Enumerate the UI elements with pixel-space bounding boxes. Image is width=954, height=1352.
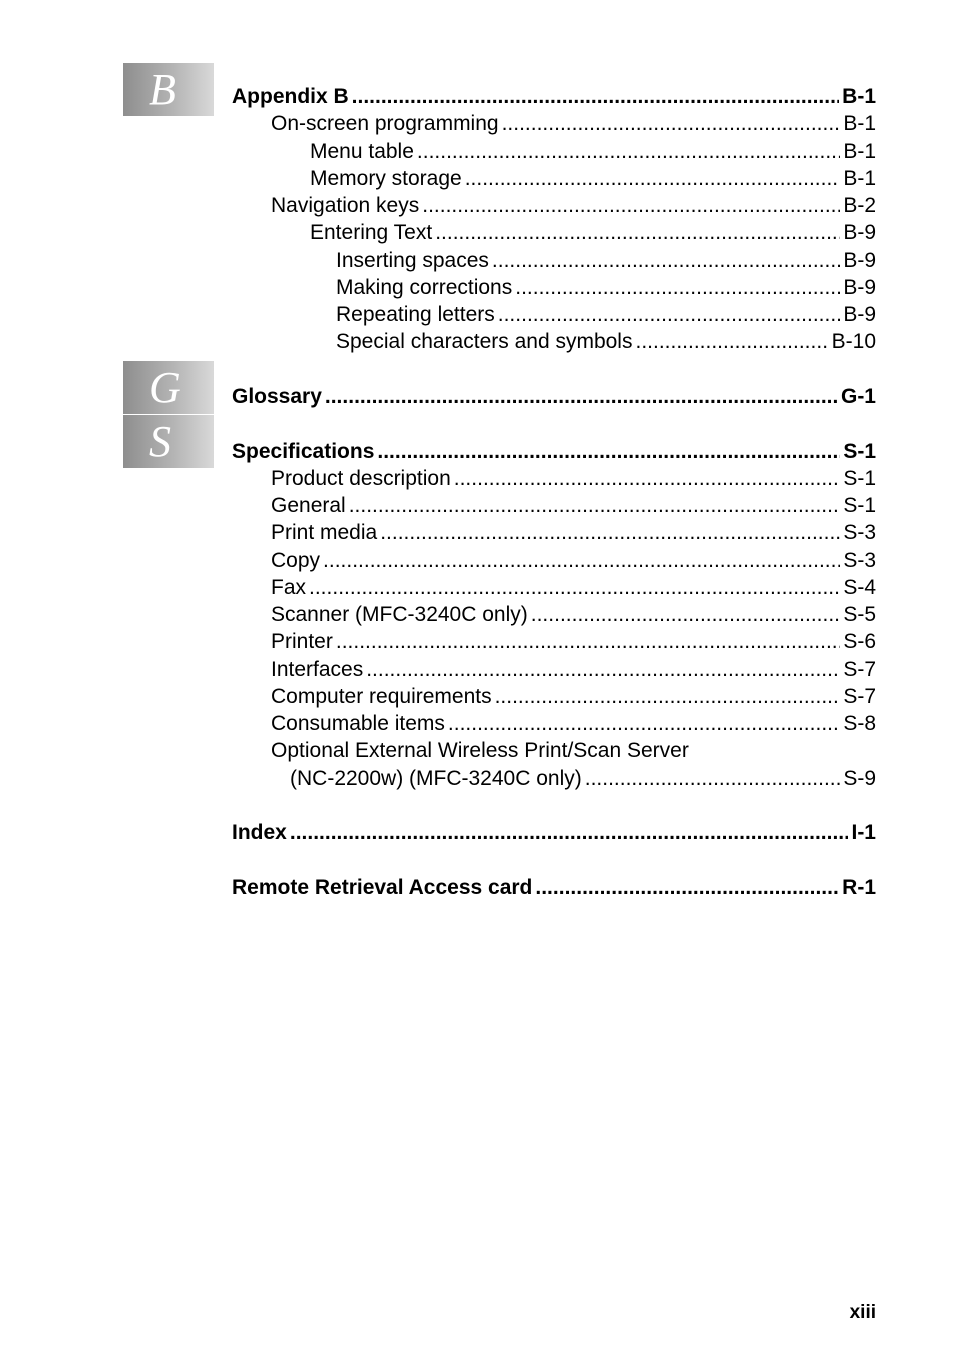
- toc-entry-page: B-1: [843, 112, 876, 135]
- toc-entry-page: B-9: [843, 221, 876, 244]
- dot-leader: [585, 765, 841, 792]
- toc-entry-page: B-9: [843, 276, 876, 299]
- toc-entry-page: S-8: [843, 712, 876, 735]
- toc-entry-title: Consumable items: [271, 712, 445, 735]
- dot-leader: [377, 438, 840, 465]
- toc-entry-page: S-6: [843, 630, 876, 653]
- toc-entry-entering-text[interactable]: [310, 219, 876, 246]
- section-tab-g: G: [123, 361, 214, 414]
- toc-entry-title: Interfaces: [271, 658, 364, 681]
- toc-entry-title: Scanner (MFC-3240C only): [271, 603, 528, 626]
- toc-entry-page: S-1: [843, 494, 876, 517]
- dot-leader: [454, 465, 841, 492]
- toc-entry-title: Printer: [271, 630, 333, 653]
- toc-entry-title: Making corrections: [336, 276, 513, 299]
- toc-entry-page: B-1: [842, 85, 876, 108]
- toc-entry-title: General: [271, 494, 346, 517]
- toc-entry-page: B-1: [843, 140, 876, 163]
- toc-entry-title: Navigation keys: [271, 194, 420, 217]
- dot-leader: [495, 683, 841, 710]
- toc-entry-page: I-1: [851, 821, 876, 844]
- toc-entry-printer[interactable]: [271, 628, 876, 655]
- toc-entry-page: B-10: [831, 330, 876, 353]
- toc-entry-copy[interactable]: [271, 547, 876, 574]
- dot-leader: [422, 192, 840, 219]
- toc-entry-page: B-9: [843, 303, 876, 326]
- dot-leader: [535, 874, 839, 901]
- toc-entry-interfaces[interactable]: [271, 656, 876, 683]
- toc-entry-onscreen-programming[interactable]: [271, 110, 876, 137]
- dot-leader: [323, 547, 840, 574]
- toc-entry-memory-storage[interactable]: [310, 165, 876, 192]
- dot-leader: [325, 383, 838, 410]
- toc-entry-specifications[interactable]: [232, 438, 876, 465]
- dot-leader: [349, 492, 841, 519]
- toc-entry-title: Entering Text: [310, 221, 433, 244]
- section-tab-s: S: [123, 415, 214, 468]
- toc-entry-scanner[interactable]: [271, 601, 876, 628]
- toc-entry-page: S-9: [843, 767, 876, 790]
- toc-entry-page: B-2: [843, 194, 876, 217]
- toc-entry-page: S-1: [843, 467, 876, 490]
- section-tab-b: B: [123, 63, 214, 116]
- toc-entry-page: G-1: [840, 385, 876, 408]
- toc-entry-title: Repeating letters: [336, 303, 495, 326]
- toc-entry-title: Index: [232, 821, 287, 844]
- toc-entry-page: B-9: [843, 249, 876, 272]
- toc-entry-title: Memory storage: [310, 167, 462, 190]
- toc-entry-title: Product description: [271, 467, 451, 490]
- dot-leader: [465, 165, 841, 192]
- dot-leader: [515, 274, 840, 301]
- dot-leader: [380, 519, 840, 546]
- dot-leader: [417, 138, 840, 165]
- toc-entry-title: Print media: [271, 521, 378, 544]
- toc-entry-computer-requirements[interactable]: [271, 683, 876, 710]
- dot-leader: [448, 710, 840, 737]
- toc-entry-title: Special characters and symbols: [336, 330, 633, 353]
- toc-entry-title: Appendix B: [232, 85, 349, 108]
- toc-entry-page: S-3: [843, 549, 876, 572]
- toc-entry-title: Remote Retrieval Access card: [232, 876, 533, 899]
- toc-entry-page: S-7: [843, 685, 876, 708]
- toc-entry-title: Glossary: [232, 385, 322, 408]
- toc-entry-menu-table[interactable]: [310, 138, 876, 165]
- toc-entry-title: Copy: [271, 549, 321, 572]
- toc-entry-general[interactable]: [271, 492, 876, 519]
- toc-entry-inserting-spaces[interactable]: [336, 247, 876, 274]
- toc-entry-special-characters[interactable]: [336, 328, 876, 355]
- toc-entry-page: S-7: [843, 658, 876, 681]
- toc-entry-page: R-1: [842, 876, 876, 899]
- toc-entry-title: Computer requirements: [271, 685, 492, 708]
- toc-entry-optional-server[interactable]: [290, 765, 876, 792]
- dot-leader: [336, 628, 840, 655]
- toc-entry-product-description[interactable]: [271, 465, 876, 492]
- toc-entry-page: B-1: [843, 167, 876, 190]
- dot-leader: [366, 656, 840, 683]
- toc-entry-title: (NC-2200w) (MFC-3240C only): [290, 767, 582, 790]
- toc-entry-title: On-screen programming: [271, 112, 499, 135]
- toc-entry-title: Fax: [271, 576, 307, 599]
- dot-leader: [531, 601, 841, 628]
- dot-leader: [502, 110, 841, 137]
- toc-entry-page: S-5: [843, 603, 876, 626]
- toc-entry-repeating-letters[interactable]: [336, 301, 876, 328]
- toc-entry-remote-retrieval[interactable]: [232, 874, 876, 901]
- dot-leader: [498, 301, 841, 328]
- toc-entry-navigation-keys[interactable]: [271, 192, 876, 219]
- table-of-contents: [232, 0, 876, 1352]
- toc-entry-page: S-4: [843, 576, 876, 599]
- toc-entry-title: Inserting spaces: [336, 249, 489, 272]
- dot-leader: [309, 574, 840, 601]
- toc-entry-title: Specifications: [232, 440, 375, 463]
- toc-entry-title: Menu table: [310, 140, 414, 163]
- toc-entry-index[interactable]: [232, 819, 876, 846]
- dot-leader: [290, 819, 849, 846]
- toc-entry-glossary[interactable]: [232, 383, 876, 410]
- toc-entry-page: S-3: [843, 521, 876, 544]
- page-number: xiii: [849, 1302, 876, 1323]
- dot-leader: [635, 328, 828, 355]
- toc-entry-print-media[interactable]: [271, 519, 876, 546]
- toc-entry-fax[interactable]: [271, 574, 876, 601]
- toc-entry-page: S-1: [843, 440, 876, 463]
- dot-leader: [435, 219, 840, 246]
- toc-entry-consumable-items[interactable]: [271, 710, 876, 737]
- toc-entry-making-corrections[interactable]: [336, 274, 876, 301]
- dot-leader: [492, 247, 840, 274]
- toc-entry-appendix-b[interactable]: [232, 83, 876, 110]
- toc-entry-optional-server-line1: Optional External Wireless Print/Scan Server: [271, 739, 689, 762]
- dot-leader: [352, 83, 839, 110]
